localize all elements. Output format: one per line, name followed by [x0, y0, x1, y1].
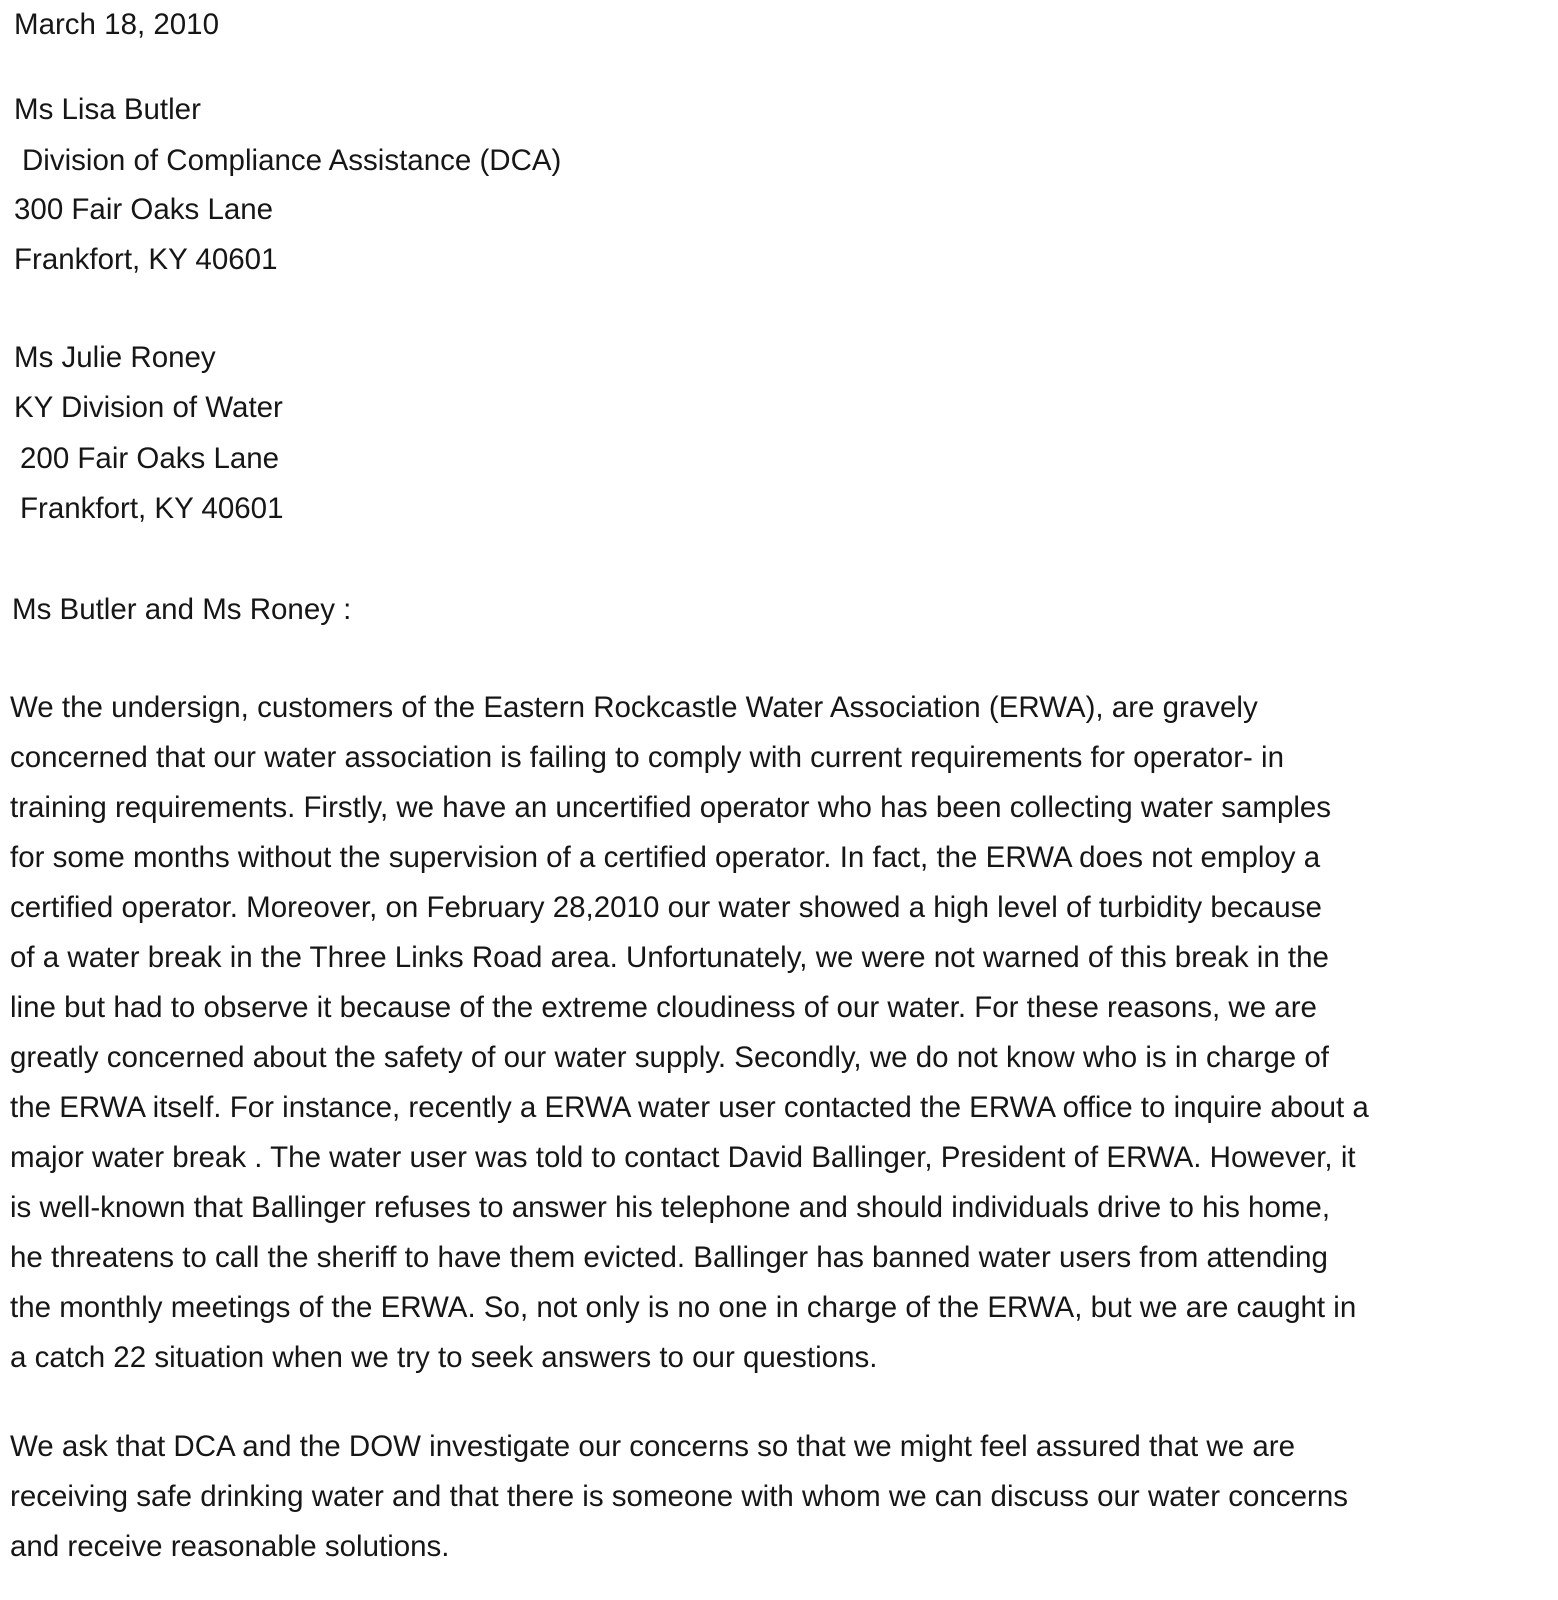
paragraph-line: major water break . The water user was told to contact David Ballinger, President of ERWA. However, it [10, 1141, 1356, 1174]
salutation: Ms Butler and Ms Roney : [12, 593, 352, 626]
paragraph-line: We the undersign, customers of the Eastern Rockcastle Water Association (ERWA), are gravely [10, 691, 1258, 724]
paragraph-line: he threatens to call the sheriff to have them evicted. Ballinger has banned water users from attending [10, 1241, 1328, 1274]
paragraph-line: training requirements. Firstly, we have an uncertified operator who has been collecting water samples [10, 791, 1332, 824]
paragraph-line: and receive reasonable solutions. [10, 1530, 450, 1563]
paragraph-line: greatly concerned about the safety of our water supply. Secondly, we do not know who is in charge of [10, 1041, 1329, 1074]
paragraph-line: concerned that our water association is failing to comply with current requirements for operator- in [10, 741, 1285, 774]
letter-date: March 18, 2010 [14, 8, 219, 41]
recipient2-city: Frankfort, KY 40601 [20, 492, 284, 525]
recipient1-city: Frankfort, KY 40601 [14, 243, 278, 276]
paragraph-line: a catch 22 situation when we try to seek answers to our questions. [10, 1341, 878, 1374]
recipient1-name: Ms Lisa Butler [14, 93, 201, 126]
paragraph-line: receiving safe drinking water and that there is someone with whom we can discuss our water concerns [10, 1480, 1348, 1513]
recipient2-name: Ms Julie Roney [14, 341, 216, 374]
body-paragraph-2 [10, 1422, 1540, 1572]
recipient1-street: 300 Fair Oaks Lane [14, 193, 274, 226]
paragraph-line: for some months without the supervision of a certified operator. In fact, the ERWA does not employ a [10, 841, 1321, 874]
paragraph-line: of a water break in the Three Links Road area. Unfortunately, we were not warned of this break in the [10, 941, 1329, 974]
paragraph-line: We ask that DCA and the DOW investigate our concerns so that we might feel assured that we are [10, 1430, 1295, 1463]
recipient2-division: KY Division of Water [14, 391, 283, 424]
recipient2-street: 200 Fair Oaks Lane [20, 442, 280, 475]
paragraph-line: the monthly meetings of the ERWA. So, not only is no one in charge of the ERWA, but we are caught in [10, 1291, 1357, 1324]
paragraph-line: line but had to observe it because of the extreme cloudiness of our water. For these reasons, we are [10, 991, 1317, 1024]
paragraph-line: certified operator. Moreover, on February 28,2010 our water showed a high level of turbidity because [10, 891, 1322, 924]
body-paragraph-1 [10, 683, 1540, 1383]
recipient1-division: Division of Compliance Assistance (DCA) [22, 144, 562, 177]
paragraph-line: the ERWA itself. For instance, recently a ERWA water user contacted the ERWA office to inquire about a [10, 1091, 1369, 1124]
paragraph-line: is well-known that Ballinger refuses to answer his telephone and should individuals drive to his home, [10, 1191, 1331, 1224]
